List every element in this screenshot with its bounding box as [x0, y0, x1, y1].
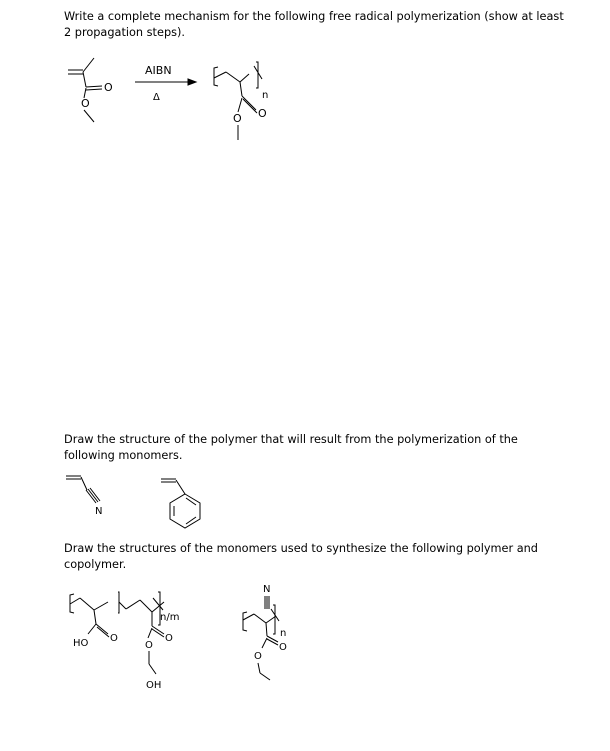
carbonyl-oxygen-label: O	[104, 81, 113, 94]
question-3-line-2: copolymer.	[64, 558, 127, 571]
nitrile-n-label-q3: N	[263, 584, 271, 595]
copolymer-carbonyl-oxygen-label: O	[279, 642, 287, 653]
ester-oxygen-label: O	[81, 97, 90, 110]
reaction-arrow	[135, 64, 196, 103]
copolymer-ester-oxygen-label: O	[254, 651, 262, 662]
nitrile-nitrogen-label: N	[95, 506, 103, 517]
question-2-line-1: Draw the structure of the polymer that will result from the polymerization of the	[64, 433, 518, 446]
question-1-line-2: 2 propagation steps).	[64, 26, 185, 39]
heat-delta-label: Δ	[153, 92, 160, 103]
question-3-line-1: Draw the structures of the monomers used to synthesize the following polymer and	[64, 542, 538, 555]
pmma-polymer-product	[214, 62, 268, 140]
product-ester-oxygen-label: O	[233, 112, 242, 125]
reagent-aibn-label: AIBN	[145, 64, 172, 77]
repeat-unit-nm-label: n/m	[160, 612, 180, 623]
styrene-monomer	[161, 479, 200, 528]
acrylonitrile-monomer	[66, 476, 102, 517]
ester-carbonyl-oxygen-label: O	[165, 633, 173, 644]
terminal-oh-label: OH	[146, 680, 162, 691]
repeat-unit-n-label-q3: n	[280, 628, 287, 639]
product-carbonyl-oxygen-label: O	[258, 107, 267, 120]
acrylic-copolymer	[70, 592, 179, 691]
hydroxyl-ho-label: HO	[73, 638, 89, 649]
repeat-unit-n-label: n	[262, 90, 269, 101]
question-2-line-2: following monomers.	[64, 449, 183, 462]
nitrile-acrylate-copolymer	[243, 584, 287, 680]
methyl-methacrylate-monomer	[68, 58, 113, 122]
question-1-line-1: Write a complete mechanism for the following free radical polymerization (show at least	[64, 10, 564, 23]
ester-oxygen-label-q3: O	[145, 640, 153, 651]
acid-carbonyl-oxygen-label: O	[110, 633, 118, 644]
